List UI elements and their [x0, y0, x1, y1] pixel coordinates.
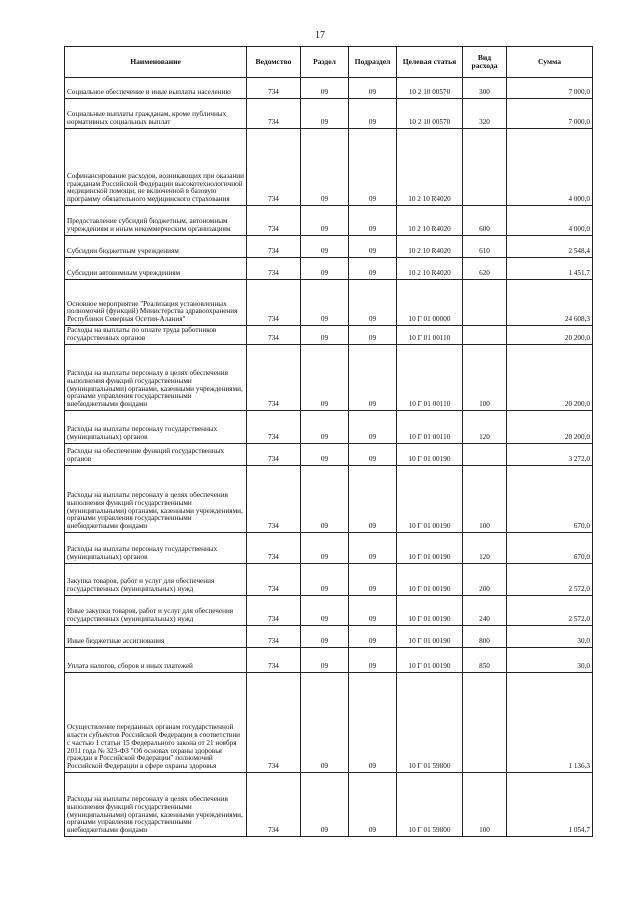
table-row — [65, 345, 593, 411]
cell-subsection: 09 — [349, 648, 397, 673]
cell-name: Социальное обеспечение и иные выплаты населению — [65, 78, 247, 99]
cell-name: Расходы на выплаты персоналу в целях обеспечения выполнения функций государственными (муниципальными) органами, казенными учреждениями, органами управления государственными внебюджетными фондами — [65, 466, 247, 533]
cell-subsection: 09 — [349, 99, 397, 129]
cell-subsection: 09 — [349, 596, 397, 626]
cell-name: Расходы на выплаты персоналу государственных (муниципальных) органов — [65, 533, 247, 564]
cell-target-item: 10 2 10 00570 — [397, 99, 463, 129]
cell-amount: 1 054,7 — [507, 773, 593, 837]
cell-name: Субсидии автономным учреждениям — [65, 258, 247, 280]
table-row — [65, 673, 593, 773]
cell-subsection: 09 — [349, 78, 397, 99]
table-row — [65, 626, 593, 648]
cell-target-item: 10 2 10 R4020 — [397, 258, 463, 280]
cell-amount: 20 200,0 — [507, 326, 593, 345]
cell-section: 09 — [301, 280, 349, 326]
cell-section: 09 — [301, 411, 349, 444]
cell-name: Расходы на обеспечение функций государственных органов — [65, 444, 247, 466]
table-row — [65, 206, 593, 236]
table-row — [65, 466, 593, 533]
table-row — [65, 326, 593, 345]
header-name: Наименование — [65, 47, 247, 78]
cell-name: Социальные выплаты гражданам, кроме публичных нормативных социальных выплат — [65, 99, 247, 129]
table-row — [65, 411, 593, 444]
cell-target-item: 10 Г 01 00190 — [397, 564, 463, 596]
cell-name: Уплата налогов, сборов и иных платежей — [65, 648, 247, 673]
table-row — [65, 773, 593, 837]
cell-department: 734 — [247, 533, 301, 564]
cell-name: Расходы на выплаты персоналу государственных (муниципальных) органов — [65, 411, 247, 444]
cell-section: 09 — [301, 626, 349, 648]
cell-target-item: 10 Г 01 00190 — [397, 466, 463, 533]
table-row — [65, 444, 593, 466]
cell-section: 09 — [301, 773, 349, 837]
cell-name: Расходы на выплаты персоналу в целях обеспечения выполнения функций государственными (муниципальными) органами, казенными учреждениями, органами управления государственными внебюджетными фондами — [65, 345, 247, 411]
cell-target-item: 10 Г 01 00190 — [397, 626, 463, 648]
cell-subsection: 09 — [349, 258, 397, 280]
cell-subsection: 09 — [349, 626, 397, 648]
cell-expense-type — [463, 129, 507, 206]
header-department: Ведомство — [247, 47, 301, 78]
cell-amount: 4 000,0 — [507, 206, 593, 236]
cell-name: Закупка товаров, работ и услуг для обеспечения государственных (муниципальных) нужд — [65, 564, 247, 596]
cell-subsection: 09 — [349, 411, 397, 444]
cell-name: Иные закупки товаров, работ и услуг для обеспечения государственных (муниципальных) нужд — [65, 596, 247, 626]
cell-subsection: 09 — [349, 206, 397, 236]
cell-amount: 7 000,0 — [507, 99, 593, 129]
cell-target-item: 10 Г 01 59800 — [397, 773, 463, 837]
table-row — [65, 258, 593, 280]
cell-target-item: 10 Г 01 00110 — [397, 326, 463, 345]
cell-target-item: 10 Г 01 00110 — [397, 345, 463, 411]
cell-department: 734 — [247, 78, 301, 99]
cell-section: 09 — [301, 236, 349, 258]
cell-section: 09 — [301, 99, 349, 129]
table-row — [65, 280, 593, 326]
cell-amount: 20 200,0 — [507, 411, 593, 444]
table-row — [65, 236, 593, 258]
cell-section: 09 — [301, 466, 349, 533]
cell-subsection: 09 — [349, 236, 397, 258]
cell-amount: 4 000,0 — [507, 129, 593, 206]
cell-expense-type: 100 — [463, 466, 507, 533]
cell-amount: 20 200,0 — [507, 345, 593, 411]
cell-department: 734 — [247, 236, 301, 258]
cell-section: 09 — [301, 444, 349, 466]
cell-amount: 670,0 — [507, 466, 593, 533]
cell-name: Субсидии бюджетным учреждениям — [65, 236, 247, 258]
cell-section: 09 — [301, 258, 349, 280]
cell-target-item: 10 Г 01 00190 — [397, 648, 463, 673]
cell-subsection: 09 — [349, 773, 397, 837]
cell-subsection: 09 — [349, 466, 397, 533]
cell-name: Расходы на выплаты по оплате труда работников государственных органов — [65, 326, 247, 345]
cell-expense-type: 240 — [463, 596, 507, 626]
cell-subsection: 09 — [349, 280, 397, 326]
cell-subsection: 09 — [349, 533, 397, 564]
table-header-row — [65, 47, 593, 78]
header-expense-type: Вид расхода — [463, 47, 507, 78]
cell-amount: 2 572,0 — [507, 564, 593, 596]
cell-amount: 2 548,4 — [507, 236, 593, 258]
cell-target-item: 10 Г 01 00190 — [397, 596, 463, 626]
cell-name: Софинансирование расходов, возникающих при оказании гражданам Российской Федерации высокотехнологичной медицинской помощи, не включенной в базовую программу обязательного медицинского страхования — [65, 129, 247, 206]
cell-section: 09 — [301, 129, 349, 206]
cell-amount: 30,0 — [507, 648, 593, 673]
cell-target-item: 10 Г 01 00190 — [397, 444, 463, 466]
cell-section: 09 — [301, 78, 349, 99]
cell-department: 734 — [247, 564, 301, 596]
budget-table — [64, 46, 593, 837]
cell-department: 734 — [247, 129, 301, 206]
cell-name: Осуществление переданных органам государственной власти субъектов Российской Федерации в соответствии с частью 1 статьи 15 Федерального закона от 21 ноября 2011 года № 323-ФЗ "Об основах охраны здоровья граждан в Российской Федерации" полномочий Российской Федерации в сфере охраны здоровья — [65, 673, 247, 773]
table-row — [65, 648, 593, 673]
cell-target-item: 10 Г 01 00190 — [397, 533, 463, 564]
cell-expense-type: 610 — [463, 236, 507, 258]
cell-target-item: 10 Г 01 00110 — [397, 411, 463, 444]
cell-expense-type: 800 — [463, 626, 507, 648]
table-row — [65, 596, 593, 626]
cell-amount: 3 272,0 — [507, 444, 593, 466]
cell-expense-type: 200 — [463, 564, 507, 596]
cell-expense-type: 620 — [463, 258, 507, 280]
cell-subsection: 09 — [349, 345, 397, 411]
cell-department: 734 — [247, 596, 301, 626]
cell-expense-type — [463, 444, 507, 466]
cell-subsection: 09 — [349, 129, 397, 206]
cell-subsection: 09 — [349, 564, 397, 596]
header-subsection: Подраздел — [349, 47, 397, 78]
table-row — [65, 129, 593, 206]
header-section: Раздел — [301, 47, 349, 78]
table-row — [65, 564, 593, 596]
cell-department: 734 — [247, 345, 301, 411]
cell-department: 734 — [247, 626, 301, 648]
cell-expense-type: 100 — [463, 345, 507, 411]
cell-department: 734 — [247, 326, 301, 345]
cell-section: 09 — [301, 206, 349, 236]
table-row — [65, 78, 593, 99]
cell-department: 734 — [247, 206, 301, 236]
cell-department: 734 — [247, 773, 301, 837]
cell-section: 09 — [301, 596, 349, 626]
cell-expense-type: 600 — [463, 206, 507, 236]
cell-department: 734 — [247, 673, 301, 773]
cell-amount: 7 000,0 — [507, 78, 593, 99]
cell-section: 09 — [301, 326, 349, 345]
cell-section: 09 — [301, 345, 349, 411]
cell-amount: 30,0 — [507, 626, 593, 648]
cell-expense-type — [463, 326, 507, 345]
cell-department: 734 — [247, 648, 301, 673]
cell-target-item: 10 2 10 R4020 — [397, 206, 463, 236]
cell-amount: 670,0 — [507, 533, 593, 564]
cell-subsection: 09 — [349, 673, 397, 773]
cell-target-item: 10 Г 01 59800 — [397, 673, 463, 773]
cell-expense-type — [463, 280, 507, 326]
cell-target-item: 10 2 10 00570 — [397, 78, 463, 99]
cell-subsection: 09 — [349, 326, 397, 345]
cell-target-item: 10 Г 01 00000 — [397, 280, 463, 326]
cell-amount: 2 572,0 — [507, 596, 593, 626]
header-target-item: Целевая статья — [397, 47, 463, 78]
cell-target-item: 10 2 10 R4020 — [397, 129, 463, 206]
cell-department: 734 — [247, 444, 301, 466]
cell-section: 09 — [301, 533, 349, 564]
cell-expense-type: 850 — [463, 648, 507, 673]
cell-section: 09 — [301, 564, 349, 596]
cell-department: 734 — [247, 466, 301, 533]
page-number: 17 — [315, 30, 325, 41]
cell-name: Иные бюджетные ассигнования — [65, 626, 247, 648]
cell-department: 734 — [247, 258, 301, 280]
table-row — [65, 533, 593, 564]
cell-department: 734 — [247, 411, 301, 444]
table-row — [65, 99, 593, 129]
cell-name: Предоставление субсидий бюджетным, автономным учреждениям и иным некоммерческим организациям — [65, 206, 247, 236]
header-amount: Сумма — [507, 47, 593, 78]
cell-expense-type: 100 — [463, 773, 507, 837]
cell-name: Основное мероприятие "Реализация установленных полномочий (функций) Министерства здравоохранения Республики Северная Осетия-Алания" — [65, 280, 247, 326]
cell-expense-type: 120 — [463, 411, 507, 444]
cell-expense-type: 120 — [463, 533, 507, 564]
cell-expense-type: 300 — [463, 78, 507, 99]
cell-expense-type — [463, 673, 507, 773]
cell-name: Расходы на выплаты персоналу в целях обеспечения выполнения функций государственными (муниципальными) органами, казенными учреждениями, органами управления государственными внебюджетными фондами — [65, 773, 247, 837]
cell-amount: 1 136,3 — [507, 673, 593, 773]
cell-subsection: 09 — [349, 444, 397, 466]
cell-amount: 24 608,3 — [507, 280, 593, 326]
cell-department: 734 — [247, 280, 301, 326]
cell-department: 734 — [247, 99, 301, 129]
cell-expense-type: 320 — [463, 99, 507, 129]
cell-amount: 1 451,7 — [507, 258, 593, 280]
cell-target-item: 10 2 10 R4020 — [397, 236, 463, 258]
cell-section: 09 — [301, 648, 349, 673]
cell-section: 09 — [301, 673, 349, 773]
